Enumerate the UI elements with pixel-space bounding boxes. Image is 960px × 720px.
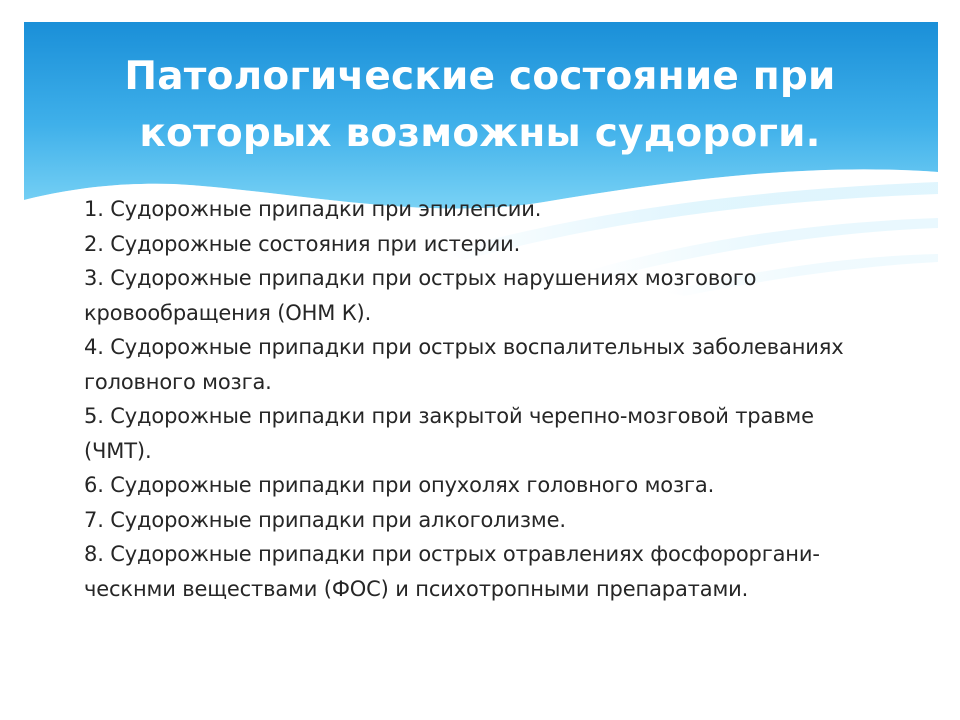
list-item: 2. Судорожные состояния при истерии. [84,231,521,256]
list-item: 3. Судорожные припадки при острых нарушениях мозгового кровообращения (ОНМ К). [84,266,757,325]
list-item: 4. Судорожные припадки при острых воспалительных заболеваниях головного мозга. [84,335,844,394]
title-line: Патологические состояние при [124,54,836,99]
list-item: 6. Судорожные припадки при опухолях головного мозга. [84,473,715,497]
list-item: 5. Судорожные припадки при закрытой черепно-мозговой травме (ЧМТ). [84,404,814,463]
list-item: 7. Судорожные припадки при алкоголизме. [84,507,566,532]
list-item: 1. Судорожные припадки при эпилепсии. [84,197,542,221]
slide-title [60,48,900,162]
conditions-list [84,192,884,606]
title-line: которых возможны судороги. [139,111,821,156]
list-item: 8. Судорожные припадки при острых отравлениях фосфороргани-ческнми веществами (ФОС) и психотропными препаратами. [84,542,820,601]
